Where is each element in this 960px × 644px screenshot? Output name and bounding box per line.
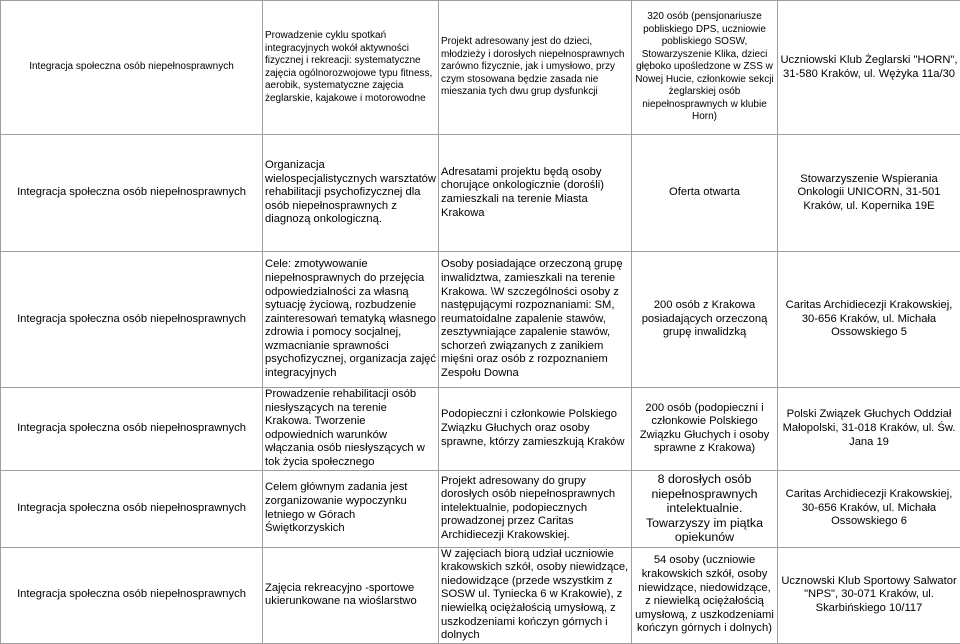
- target-cell: Projekt adresowany do grupy dorosłych osób niepełnosprawnych intelektualnie, podopiecznych prowadzonej przez Caritas Archidiecezji Krakowskiej.: [439, 470, 632, 547]
- org-cell: Caritas Archidiecezji Krakowskiej, 30-656 Kraków, ul. Michała Ossowskiego 6: [778, 470, 960, 547]
- task-cell: Prowadzenie rehabilitacji osób niesłyszących na terenie Krakowa. Tworzenie odpowiednich warunków włączania osób niesłyszących w tok życia społecznego: [263, 388, 439, 471]
- count-cell: 8 dorosłych osób niepełnosprawnych intelektualnie. Towarzyszy im piątka opiekunów: [632, 470, 778, 547]
- table-row: [1, 135, 960, 252]
- table-row: [1, 1, 960, 135]
- target-cell: Osoby posiadające orzeczoną grupę inwalidztwa, zamieszkali na terenie Krakowa. \W szczególności osoby z następującymi rozpoznaniami: SM, reumatoidalne zapalenie stawów, zesztywniające zapalenie stawów, schorzeń związanych z zanikiem mięśni oraz osób z rozpoznaniem Zespołu Downa: [439, 252, 632, 388]
- area-cell: Integracja społeczna osób niepełnosprawnych: [1, 1, 263, 135]
- target-cell: Adresatami projektu będą osoby chorujące onkologicznie (dorośli) zamieszkali na terenie Miasta Krakowa: [439, 135, 632, 252]
- org-cell: Polski Związek Głuchych Oddział Małopolski, 31-018 Kraków, ul. Św. Jana 19: [778, 388, 960, 471]
- org-cell: Uczniowski Klub Żeglarski "HORN", 31-580 Kraków, ul. Wężyka 11a/30: [778, 1, 960, 135]
- area-cell: Integracja społeczna osób niepełnosprawnych: [1, 470, 263, 547]
- target-cell: W zajęciach biorą udział uczniowie krakowskich szkół, osoby niewidzące, niedowidzące (przede wszystkim z SOSW ul. Tyniecka 6 w Krakowie), z niewielką ociężałością umysłową, z uszkodzeniami kończyn górnych i dolnych: [439, 547, 632, 643]
- org-cell: Caritas Archidiecezji Krakowskiej, 30-656 Kraków, ul. Michała Ossowskiego 5: [778, 252, 960, 388]
- table-row: [1, 252, 960, 388]
- count-cell: Oferta otwarta: [632, 135, 778, 252]
- count-cell: 320 osób (pensjonariusze pobliskiego DPS, uczniowie pobliskiego SOSW, Stowarzyszenie Klika, dzieci głęboko upośledzone w ZSS w Nowej Hucie, członkowie sekcji żeglarskiej osób niepełnosprawnych w klubie Horn): [632, 1, 778, 135]
- task-cell: Prowadzenie cyklu spotkań integracyjnych wokół aktywności fizycznej i rekreacji: systematyczne zajęcia ogólnorozwojowe typu fitness, aerobik, systematyczne zajęcia żeglarskie, kajakowe i motorowodne: [263, 1, 439, 135]
- area-cell: Integracja społeczna osób niepełnosprawnych: [1, 252, 263, 388]
- org-cell: Ucznowski Klub Sportowy Salwator "NPS", 30-071 Kraków, ul. Skarbińskiego 10/117: [778, 547, 960, 643]
- task-cell: Celem głównym zadania jest zorganizowanie wypoczynku letniego w Górach Świętkorzyskich: [263, 470, 439, 547]
- table-row: [1, 388, 960, 471]
- task-cell: Cele: zmotywowanie niepełnosprawnych do przejęcia odpowiedzialności za własną sytuację życiową, rozbudzenie zainteresowań tematyką własnego zdrowia i pomocy socjalnej, wzmacnianie sprawności psychofizycznej, organizacja zajęć integracyjnych: [263, 252, 439, 388]
- count-cell: 200 osób (podopieczni i członkowie Polskiego Związku Głuchych i osoby sprawne z Krakowa): [632, 388, 778, 471]
- count-cell: 200 osób z Krakowa posiadających orzeczoną grupę inwalidzką: [632, 252, 778, 388]
- task-cell: Zajęcia rekreacyjno -sportowe ukierunkowane na wioślarstwo: [263, 547, 439, 643]
- target-cell: Projekt adresowany jest do dzieci, młodzieży i dorosłych niepełnosprawnych zarówno fizycznie, jak i umysłowo, przy czym stosowana będzie zasada nie mieszania tych dwu grup dysfunkcji: [439, 1, 632, 135]
- area-cell: Integracja społeczna osób niepełnosprawnych: [1, 547, 263, 643]
- area-cell: Integracja społeczna osób niepełnosprawnych: [1, 135, 263, 252]
- area-cell: Integracja społeczna osób niepełnosprawnych: [1, 388, 263, 471]
- table-row: [1, 470, 960, 547]
- task-cell: Organizacja wielospecjalistycznych warsztatów rehabilitacji psychofizycznej dla osób niepełnosprawnych z diagnozą onkologiczną.: [263, 135, 439, 252]
- count-cell: 54 osoby (uczniowie krakowskich szkół, osoby niewidzące, niedowidzące, z niewielką ociężałością umysłową, z uszkodzeniami kończyn górnych i dolnych): [632, 547, 778, 643]
- org-cell: Stowarzyszenie Wspierania Onkologii UNICORN, 31-501 Kraków, ul. Kopernika 19E: [778, 135, 960, 252]
- table-row: [1, 547, 960, 643]
- target-cell: Podopieczni i członkowie Polskiego Związku Głuchych oraz osoby sprawne, którzy zamieszkują Kraków: [439, 388, 632, 471]
